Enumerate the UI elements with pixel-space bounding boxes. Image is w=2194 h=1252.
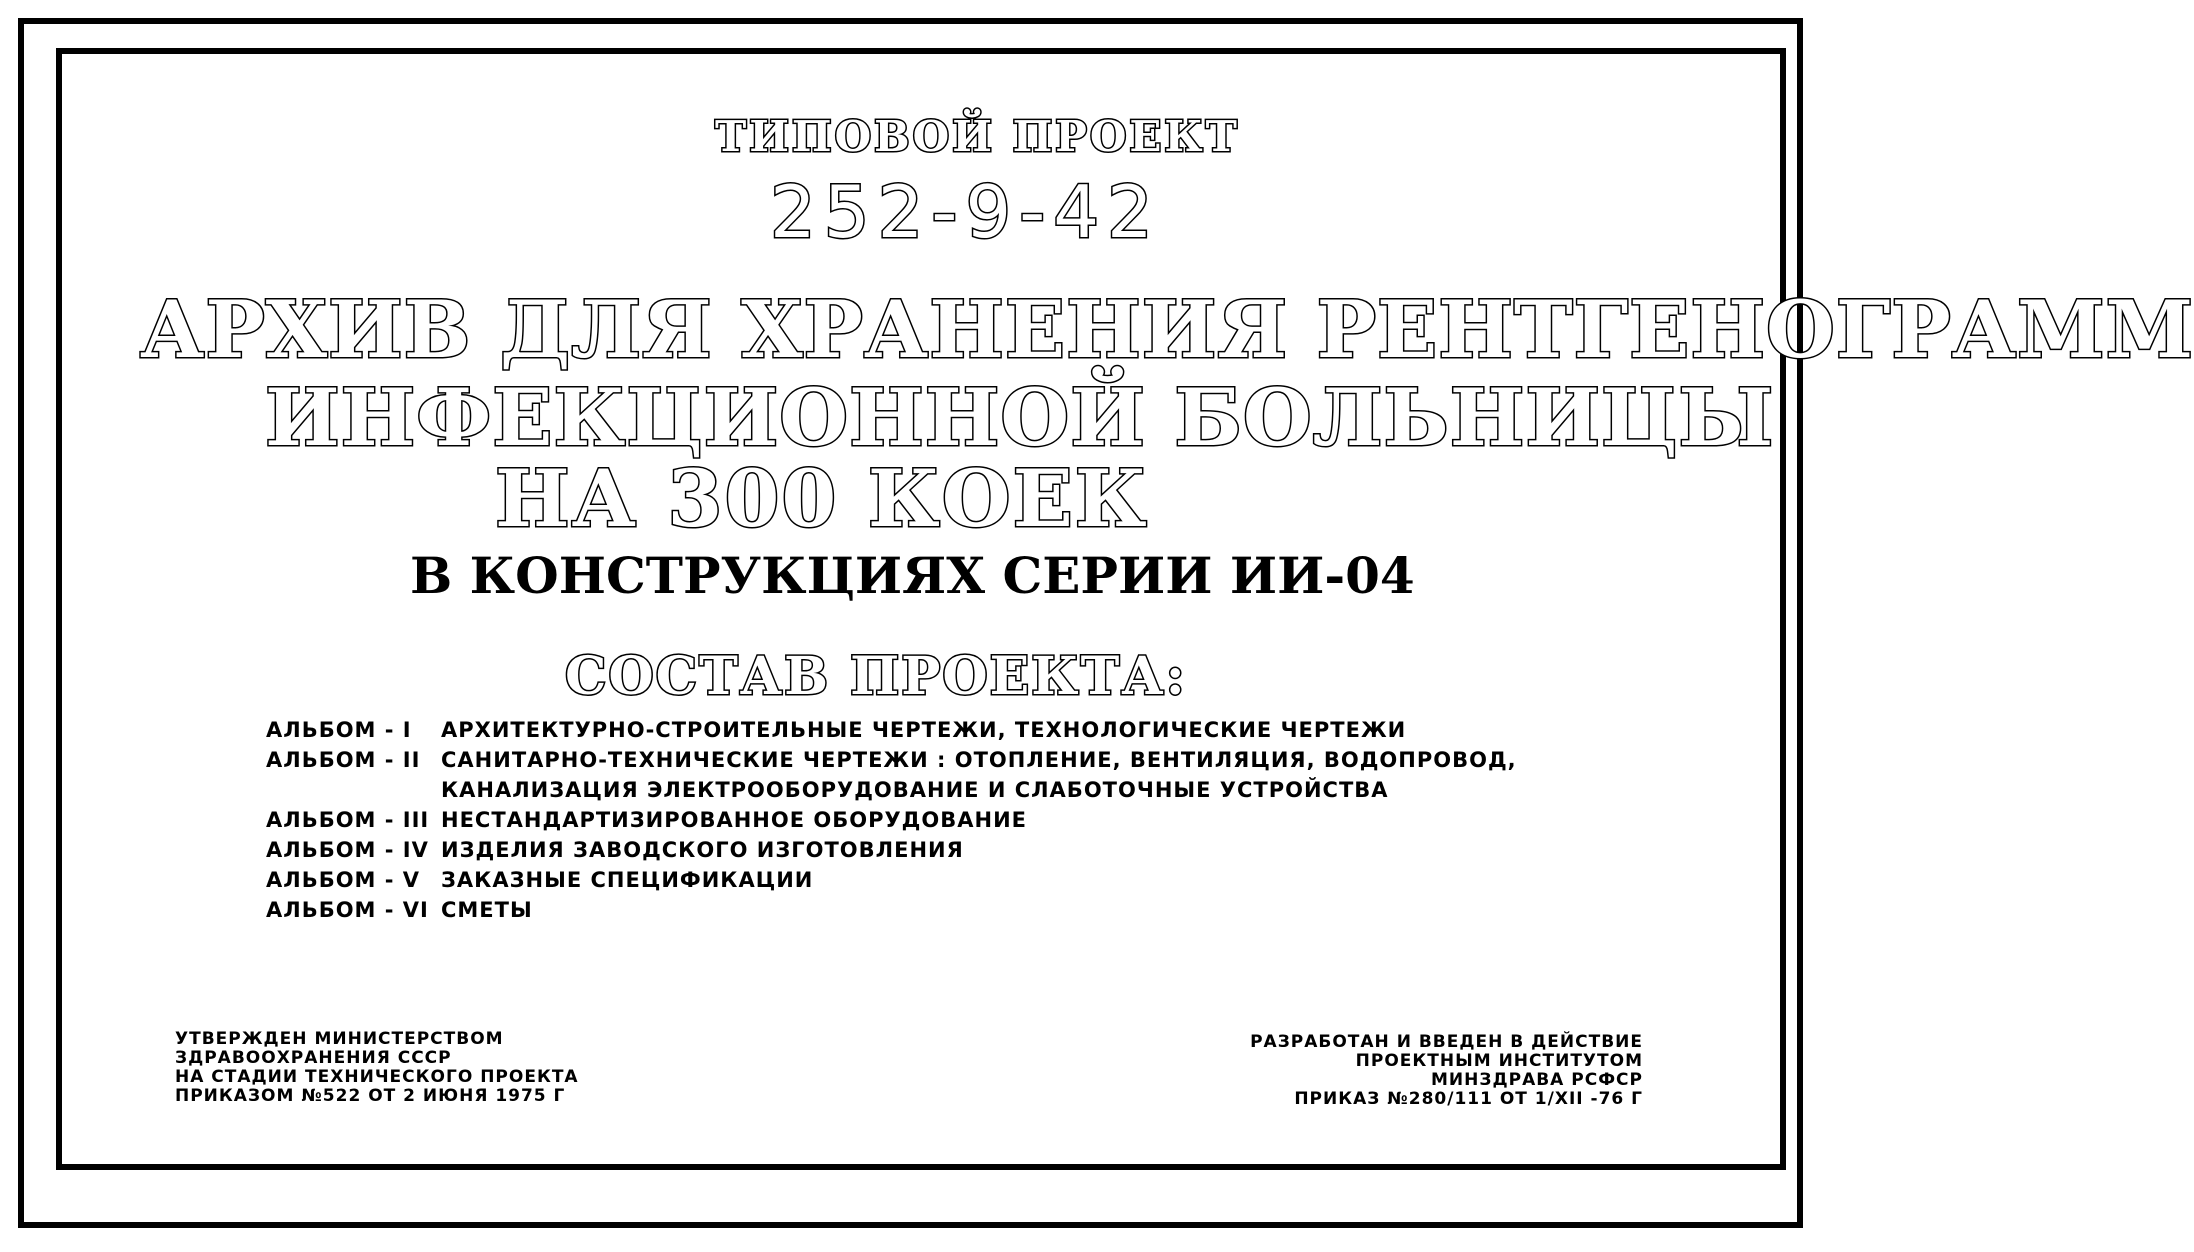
album-label: АЛЬБОМ - II bbox=[266, 748, 421, 772]
development-block bbox=[1250, 1033, 1643, 1109]
development-line: ПРИКАЗ №280/111 ОТ 1/XII -76 Г bbox=[1294, 1089, 1643, 1109]
title-subtitle: В КОНСТРУКЦИЯХ СЕРИИ ИИ-04 bbox=[410, 546, 1415, 605]
development-line: РАЗРАБОТАН И ВВЕДЕН В ДЕЙСТВИЕ bbox=[1250, 1032, 1643, 1052]
album-description-continuation: КАНАЛИЗАЦИЯ ЭЛЕКТРООБОРУДОВАНИЕ И СЛАБОТОЧНЫЕ УСТРОЙСТВА bbox=[441, 778, 1389, 802]
approval-block bbox=[175, 1030, 579, 1106]
album-label: АЛЬБОМ - V bbox=[266, 868, 421, 892]
album-label: АЛЬБОМ - I bbox=[266, 718, 412, 742]
album-list bbox=[266, 715, 1517, 925]
album-description: СМЕТЫ bbox=[441, 898, 533, 922]
project-number: 252-9-42 bbox=[770, 170, 1161, 254]
album-label: АЛЬБОМ - IV bbox=[266, 838, 429, 862]
album-description: САНИТАРНО-ТЕХНИЧЕСКИЕ ЧЕРТЕЖИ : ОТОПЛЕНИЕ, ВЕНТИЛЯЦИЯ, ВОДОПРОВОД, bbox=[441, 748, 1517, 772]
album-item bbox=[266, 745, 1517, 775]
album-label: АЛЬБОМ - VI bbox=[266, 898, 429, 922]
album-description: ЗАКАЗНЫЕ СПЕЦИФИКАЦИИ bbox=[441, 868, 814, 892]
album-item bbox=[266, 895, 1517, 925]
development-line: ПРОЕКТНЫМ ИНСТИТУТОМ bbox=[1355, 1051, 1643, 1071]
development-line: МИНЗДРАВА РСФСР bbox=[1431, 1070, 1643, 1090]
album-item bbox=[266, 865, 1517, 895]
composition-heading: СОСТАВ ПРОЕКТА: bbox=[565, 646, 1187, 707]
album-item bbox=[266, 805, 1517, 835]
title-line-2: ИНФЕКЦИОННОЙ БОЛЬНИЦЫ bbox=[265, 371, 1775, 464]
album-description: НЕСТАНДАРТИЗИРОВАННОЕ ОБОРУДОВАНИЕ bbox=[441, 808, 1027, 832]
approval-line: НА СТАДИИ ТЕХНИЧЕСКОГО ПРОЕКТА bbox=[175, 1067, 579, 1087]
album-item bbox=[266, 715, 1517, 745]
album-label: АЛЬБОМ - III bbox=[266, 808, 430, 832]
album-description: ИЗДЕЛИЯ ЗАВОДСКОГО ИЗГОТОВЛЕНИЯ bbox=[441, 838, 964, 862]
approval-line: ПРИКАЗОМ №522 ОТ 2 ИЮНЯ 1975 Г bbox=[175, 1086, 566, 1106]
album-item bbox=[266, 835, 1517, 865]
album-description: АРХИТЕКТУРНО-СТРОИТЕЛЬНЫЕ ЧЕРТЕЖИ, ТЕХНОЛОГИЧЕСКИЕ ЧЕРТЕЖИ bbox=[441, 718, 1407, 742]
approval-line: УТВЕРЖДЕН МИНИСТЕРСТВОМ bbox=[175, 1029, 504, 1049]
title-line-3: НА 300 КОЕК bbox=[495, 452, 1149, 545]
title-line-1: АРХИВ ДЛЯ ХРАНЕНИЯ РЕНТГЕНОГРАММ bbox=[140, 283, 2194, 376]
approval-line: ЗДРАВООХРАНЕНИЯ СССР bbox=[175, 1048, 452, 1068]
type-project-label: ТИПОВОЙ ПРОЕКТ bbox=[715, 112, 1240, 161]
